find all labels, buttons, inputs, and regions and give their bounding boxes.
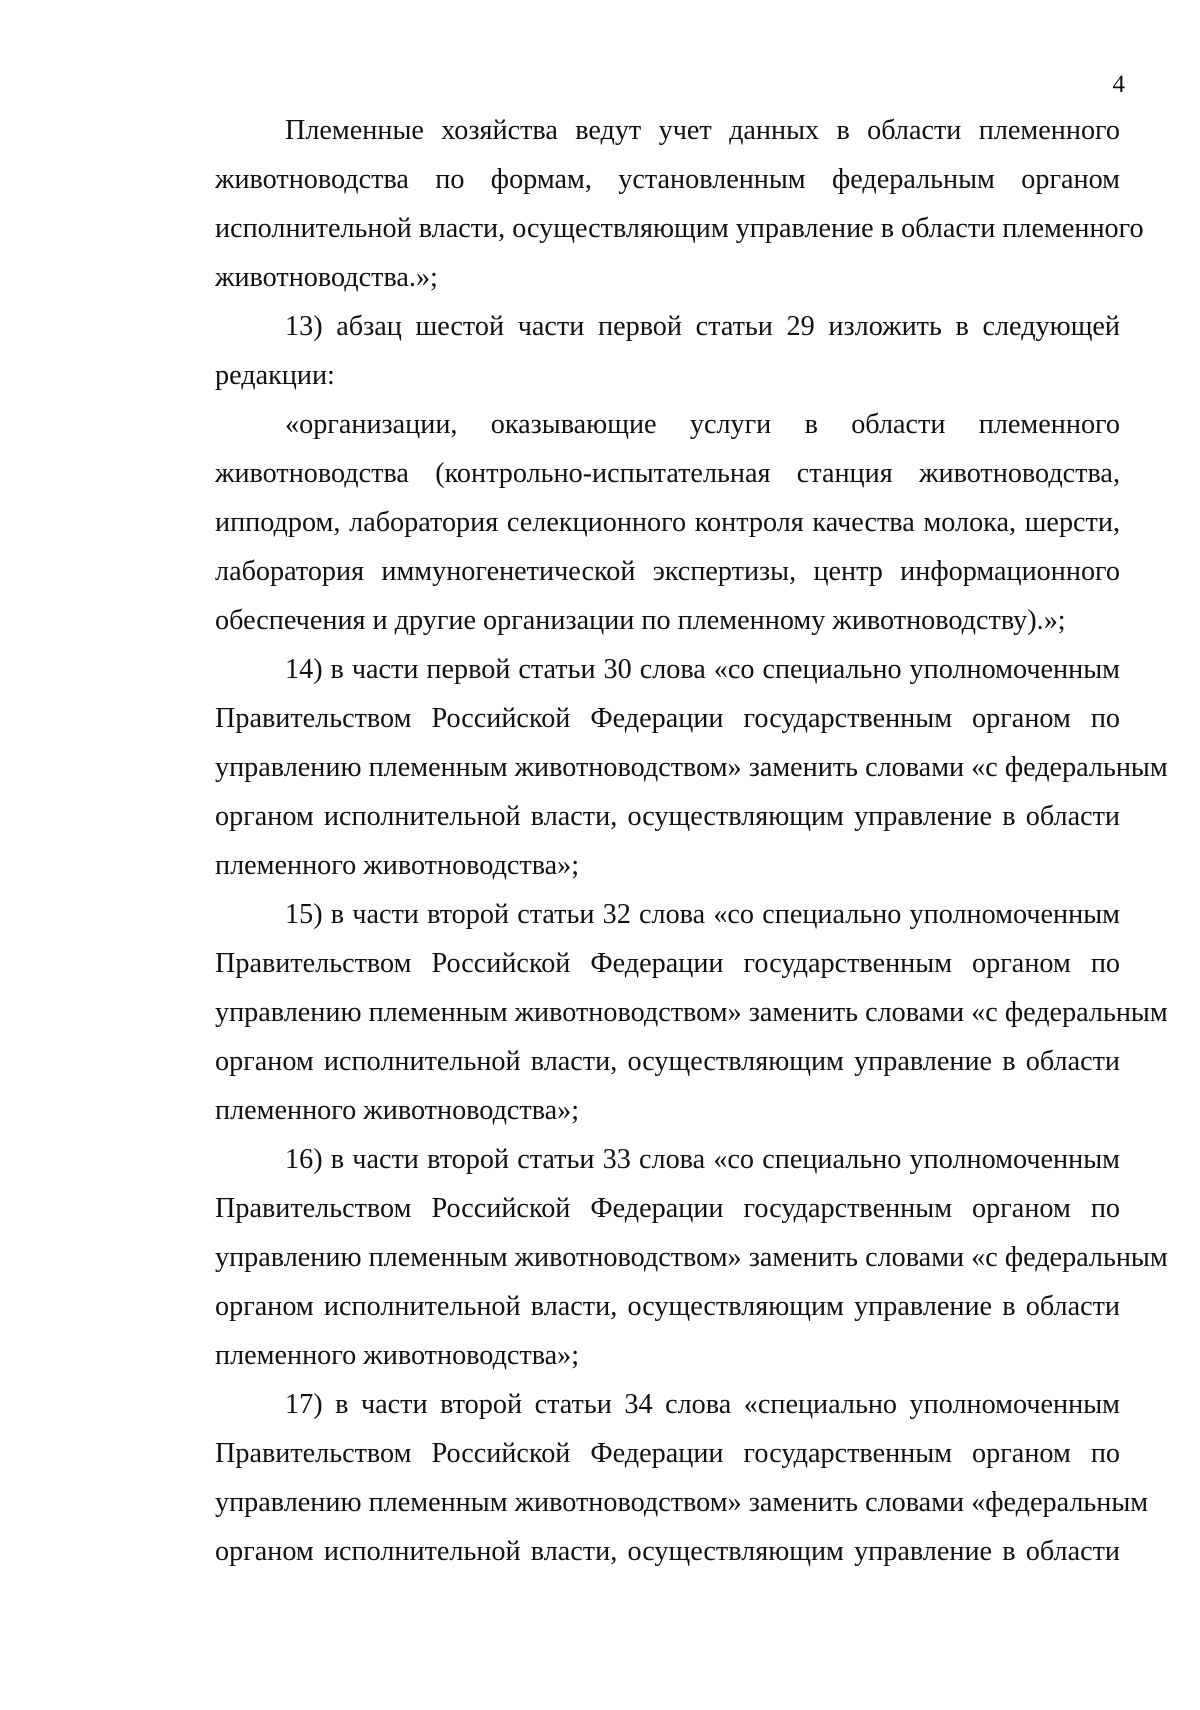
text-line: лаборатория иммуногенетической экспертизы, центр информационного [215,556,1120,587]
text-line: органом исполнительной власти, осуществляющим управление в области [215,1536,1120,1567]
text-line: Правительством Российской Федерации государственным органом по [215,1193,1120,1224]
paragraph [145,400,1120,645]
text-line: животноводства по формам, установленным федеральным органом [215,164,1120,195]
text-line: Племенные хозяйства ведут учет данных в области племенного [285,115,1120,146]
text-line: 16) в части второй статьи 33 слова «со специально уполномоченным [285,1144,1120,1175]
text-line: органом исполнительной власти, осуществляющим управление в области [215,1291,1120,1322]
text-line: исполнительной власти, осуществляющим управление в области племенного [215,213,1144,244]
text-line: Правительством Российской Федерации государственным органом по [215,703,1120,734]
text-line: обеспечения и другие организации по племенному животноводству).»; [215,605,1066,636]
document-body [145,106,1168,1576]
text-line: 13) абзац шестой части первой статьи 29 изложить в следующей [285,311,1120,342]
text-line: животноводства.»; [215,262,438,293]
text-line: 17) в части второй статьи 34 слова «специально уполномоченным [285,1389,1120,1420]
paragraph [145,302,1120,400]
text-line: «организации, оказывающие услуги в области племенного [285,409,1120,440]
text-line: 15) в части второй статьи 32 слова «со специально уполномоченным [285,899,1120,930]
text-line: племенного животноводства»; [215,1340,580,1371]
text-line: редакции: [215,360,335,391]
paragraph [145,645,1168,890]
text-line: управлению племенным животноводством» заменить словами «с федеральным [215,997,1168,1028]
text-line: управлению племенным животноводством» заменить словами «с федеральным [215,752,1168,783]
paragraph [145,1380,1149,1576]
text-line: 14) в части первой статьи 30 слова «со специально уполномоченным [285,654,1120,685]
text-line: управлению племенным животноводством» заменить словами «федеральным [215,1487,1149,1518]
text-line: управлению племенным животноводством» заменить словами «с федеральным [215,1242,1168,1273]
text-line: племенного животноводства»; [215,1095,580,1126]
page-number: 4 [1112,71,1125,98]
paragraph [145,1135,1168,1380]
text-line: органом исполнительной власти, осуществляющим управление в области [215,1046,1120,1077]
text-line: Правительством Российской Федерации государственным органом по [215,948,1120,979]
text-line: ипподром, лаборатория селекционного контроля качества молока, шерсти, [215,507,1120,538]
text-line: органом исполнительной власти, осуществляющим управление в области [215,801,1120,832]
paragraph [145,890,1168,1135]
text-line: племенного животноводства»; [215,850,580,881]
paragraph [145,106,1144,302]
text-line: животноводства (контрольно-испытательная станция животноводства, [215,458,1120,489]
text-line: Правительством Российской Федерации государственным органом по [215,1438,1120,1469]
